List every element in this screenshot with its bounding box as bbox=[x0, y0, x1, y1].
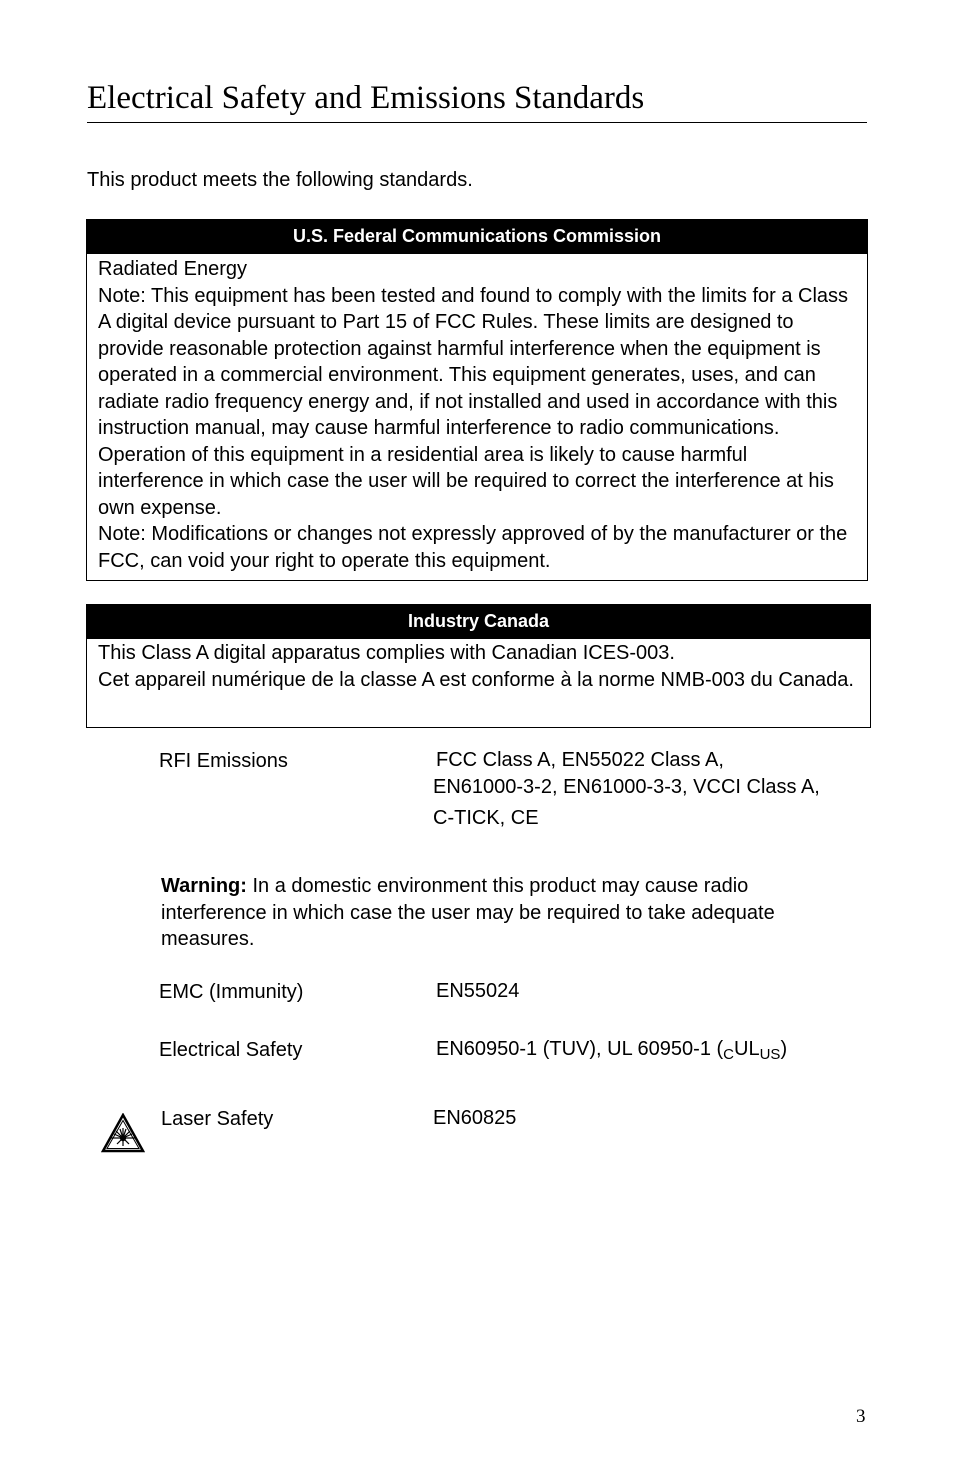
rfi-emissions-value-1: FCC Class A, EN55022 Class A, bbox=[436, 749, 724, 771]
industry-canada-box bbox=[86, 604, 871, 728]
warning-text: In a domestic environment this product may cause radio interference in which case the user may be required to take adequate measures. bbox=[161, 875, 775, 950]
laser-safety-value: EN60825 bbox=[433, 1107, 517, 1129]
intro-text: This product meets the following standards. bbox=[87, 169, 473, 191]
electrical-safety-value bbox=[436, 1036, 787, 1068]
fcc-header: U.S. Federal Communications Commission bbox=[87, 220, 867, 254]
electrical-safety-text: EN60950-1 (TUV), UL 60950-1 ( bbox=[436, 1038, 724, 1060]
fcc-box bbox=[86, 219, 868, 581]
title-divider bbox=[87, 122, 867, 123]
warning-label: Warning: bbox=[161, 875, 247, 897]
fcc-note-1: Note: This equipment has been tested and found to comply with the limits for a Class A digital device pursuant to Part 15 of FCC Rules. These limits are designed to provide reasonable protection against harmful interference when the equipment is operated in a commercial environment. This equipment generates, uses, and can radiate radio frequency energy and, if not installed and used in accordance with this instruction manual, may cause harmful interference to radio communications. Operation of this equipment in a residential area is likely to cause harmful interference in which case the user will be required to correct the interference at his own expense. bbox=[98, 284, 849, 519]
rfi-emissions-value-3: C-TICK, CE bbox=[433, 807, 539, 829]
electrical-safety-suffix: ) bbox=[780, 1038, 788, 1060]
fcc-body bbox=[87, 254, 867, 574]
page-number: 3 bbox=[856, 1406, 866, 1427]
industry-canada-body bbox=[87, 639, 870, 693]
laser-warning-icon bbox=[101, 1113, 145, 1153]
electrical-safety-label: Electrical Safety bbox=[159, 1039, 303, 1061]
page-title: Electrical Safety and Emissions Standards bbox=[87, 80, 645, 116]
industry-canada-header: Industry Canada bbox=[87, 605, 870, 639]
cul-mark-us: US bbox=[759, 1046, 781, 1063]
fcc-subtitle: Radiated Energy bbox=[98, 258, 247, 280]
rfi-emissions-value-2: EN61000-3-2, EN61000-3-3, VCCI Class A, bbox=[433, 776, 820, 798]
canada-line-1: This Class A digital apparatus complies with Canadian ICES-003. bbox=[98, 642, 675, 664]
laser-safety-label: Laser Safety bbox=[161, 1108, 274, 1130]
warning-paragraph bbox=[161, 873, 851, 953]
fcc-note-2: Note: Modifications or changes not expressly approved of by the manufacturer or the FCC, can void your right to operate this equipment. bbox=[98, 523, 848, 572]
cul-mark-ul: UL bbox=[734, 1038, 760, 1060]
canada-line-2: Cet appareil numérique de la classe A est conforme à la norme NMB-003 du Canada. bbox=[98, 668, 854, 691]
emc-immunity-label: EMC (Immunity) bbox=[159, 981, 304, 1003]
emc-immunity-value: EN55024 bbox=[436, 980, 520, 1002]
cul-mark-c: C bbox=[723, 1046, 735, 1063]
rfi-emissions-label: RFI Emissions bbox=[159, 750, 288, 772]
